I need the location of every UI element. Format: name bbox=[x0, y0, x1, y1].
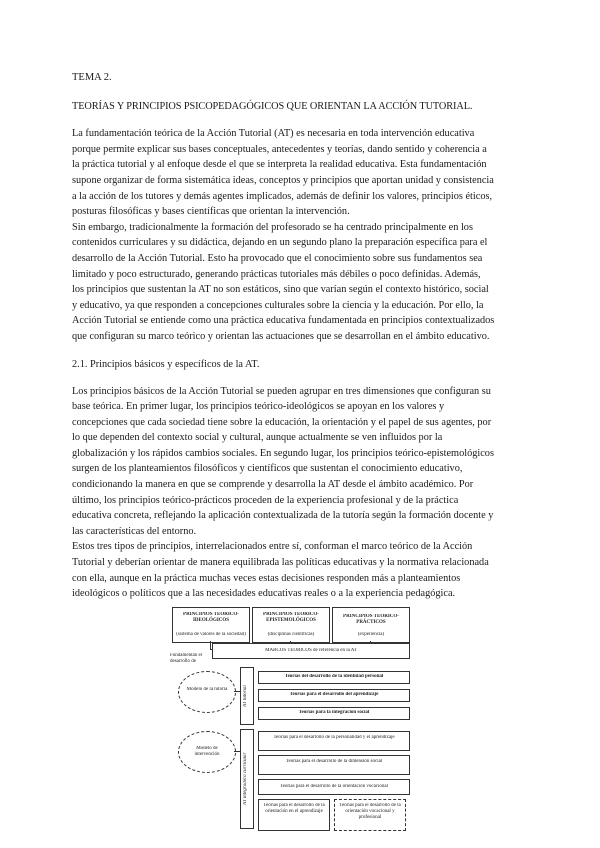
intro-line: Sin embargo, tradicionalmente la formación del profesorado se ha centrado principalmente en los bbox=[72, 221, 473, 233]
theory-box bbox=[258, 755, 410, 775]
bottom-theory-label: Teorías para el desarrollo de la orientación en el aprendizaje bbox=[263, 803, 325, 814]
theory-box bbox=[258, 689, 410, 702]
section-line: Estos tres tipos de principios, interrelacionados entre sí, conforman el marco teórico de la Acción bbox=[72, 541, 473, 553]
document-title: TEORÍAS Y PRINCIPIOS PSICOPEDAGÓGICOS QUE ORIENTAN LA ACCIÓN TUTORIAL. bbox=[72, 100, 473, 112]
principle-box-sub: (sistema de valores de la sociedad) bbox=[176, 632, 246, 637]
theory-label: Teorías para la integración social bbox=[298, 710, 370, 715]
intro-line: la práctica tutorial y al enfoque desde el que se interpreta la realidad educativa. Esta fundamentación bbox=[72, 159, 487, 171]
tema-heading: TEMA 2. bbox=[72, 72, 112, 83]
section-line: las características del entorno. bbox=[72, 525, 197, 537]
principle-box-practical bbox=[332, 607, 410, 643]
vertical-bar-bottom bbox=[240, 729, 254, 829]
intro-line: contenidos curriculares y su didáctica, dejando en un segundo plano la preparación específica para el bbox=[72, 237, 488, 249]
modelo-intervencion-label: Modelo de intervención bbox=[194, 746, 220, 757]
vertical-label-bottom: AT integradora curricular bbox=[243, 752, 248, 806]
bottom-theory-box bbox=[258, 799, 330, 831]
intro-line: desarrollo de la Acción Tutorial. Esto ha provocado que el conocimiento sobre sus fundamentos sea bbox=[72, 252, 483, 264]
section-line: lo que dependen del contexto social y cultural, aunque actualmente se ven influidos por la bbox=[72, 432, 443, 444]
intro-line: supone organizar de forma sistemática ideas, conceptos y principios que aportan unidad y consistencia bbox=[72, 174, 494, 186]
marco-teorico-label: MARCOS TEÓRICOS de referencia en la AT bbox=[265, 648, 357, 653]
bottom-theory-box bbox=[334, 799, 406, 831]
section-line: surgen de los planteamientos filosóficos y científicos que sustentan el conocimiento educativo, bbox=[72, 463, 463, 475]
modelo-tutoria-ellipse bbox=[178, 671, 236, 713]
intro-line: que configuran su marco teórico y orientan las actuaciones que se desarrollan en el ámbito educativo. bbox=[72, 330, 490, 342]
section-paragraph bbox=[72, 384, 530, 602]
section-line: globalización y los rápidos cambios sociales. En segundo lugar, los principios teórico-epistemológicos bbox=[72, 447, 494, 459]
principle-box-sub: (experiencia) bbox=[357, 632, 385, 637]
intro-line: porque permite explicar sus bases conceptuales, antecedentes y teorías, dando sentido y coherencia a bbox=[72, 143, 487, 155]
principle-box-title: PRINCIPIOS TEÓRICO-IDEOLÓGICOS bbox=[183, 612, 239, 623]
fundamentan-label: Fundamentan el desarrollo de bbox=[170, 653, 203, 664]
intro-line: a la acción de los tutores y demás agentes implicados, además de definir los valores, principios éticos, bbox=[72, 190, 493, 202]
theory-box bbox=[258, 671, 410, 684]
vertical-label-top: AT tutorial bbox=[243, 685, 248, 707]
vertical-bar-top bbox=[240, 667, 254, 725]
theory-label: Teorías para el desarrollo de la dimensión social bbox=[285, 759, 383, 764]
intro-line: limitado y poco estructurado, generando prácticas tutoriales más débiles o poco definidas. Además, bbox=[72, 268, 481, 280]
section-line: Tutorial y deberían orientar de manera equilibrada las políticas educativas y la normativa relacionada bbox=[72, 557, 489, 569]
theory-label: Teorías para el desarrollo de la personalidad y el aprendizaje bbox=[273, 735, 395, 740]
principle-box-title: PRINCIPIOS TEÓRICO-EPISTEMOLÓGICOS bbox=[263, 612, 319, 623]
section-line: ideológicos o políticos que a las necesidades educativas reales o a la experiencia pedagógica. bbox=[72, 588, 456, 600]
section-line: condicionando la manera en que se comprende y desarrolla la AT desde el ámbito académico. Por bbox=[72, 479, 474, 491]
intro-line: Acción Tutorial se entiende como una práctica educativa fundamentada en principios contextualizados bbox=[72, 315, 495, 327]
section-subheading: 2.1. Principios básicos y específicos de la AT. bbox=[72, 358, 260, 370]
principle-box-title: PRINCIPIOS TEÓRICO-PRÁCTICOS bbox=[343, 614, 399, 625]
theory-label: Teorías para el desarrollo del aprendizaje bbox=[289, 692, 379, 697]
bottom-theory-label: Teorías para el desarrollo de la orientación vocacional y profesional bbox=[339, 803, 401, 820]
intro-paragraph bbox=[72, 126, 530, 344]
document-page bbox=[72, 70, 530, 602]
principle-box-epistemological bbox=[252, 607, 330, 643]
principle-box-sub: (disciplinas científicas) bbox=[267, 632, 315, 637]
theory-box bbox=[258, 731, 410, 751]
theory-box bbox=[258, 707, 410, 720]
theory-box bbox=[258, 779, 410, 795]
marco-teorico-box bbox=[212, 643, 410, 659]
intro-line: los principios que sustentan la AT no son estáticos, sino que varían según el contexto histórico, social bbox=[72, 284, 489, 296]
section-line: concepciones que cada sociedad tiene sobre la educación, la orientación y el papel de sus agentes, por bbox=[72, 416, 492, 428]
connector-line bbox=[210, 641, 211, 649]
section-line: con ella, aunque en la práctica muchas veces estas decisiones responden más a planteamientos bbox=[72, 572, 461, 584]
section-line: Los principios básicos de la Acción Tutorial se pueden agrupar en tres dimensiones que configuran su bbox=[72, 385, 491, 397]
principles-diagram bbox=[172, 603, 412, 833]
principle-box-ideological bbox=[172, 607, 250, 643]
modelo-tutoria-label: Modelo de la tutoría bbox=[186, 687, 228, 692]
intro-line: y educativo, ya que responden a concepciones culturales sobre la ciencia y la educación. Por ello, la bbox=[72, 299, 484, 311]
modelo-intervencion-ellipse bbox=[178, 731, 236, 773]
theory-label: Teorías del desarrollo de la identidad personal bbox=[284, 674, 384, 679]
section-line: último, los principios teórico-prácticos proceden de la experiencia profesional y de la práctica bbox=[72, 494, 459, 506]
theory-label: Teorías para el desarrollo de la orientación vocacional bbox=[279, 784, 389, 789]
section-line: educativa concreta, reflejando la aplicación contextualizada de la tutoría según la formación docente y bbox=[72, 510, 494, 522]
section-line: base teórica. En primer lugar, los principios teórico-ideológicos se apoyan en los valores y bbox=[72, 401, 445, 413]
intro-line: La fundamentación teórica de la Acción Tutorial (AT) es necesaria en toda intervención educativa bbox=[72, 128, 475, 140]
intro-line: posturas filosóficas y bases científicas que orientan la intervención. bbox=[72, 206, 350, 218]
